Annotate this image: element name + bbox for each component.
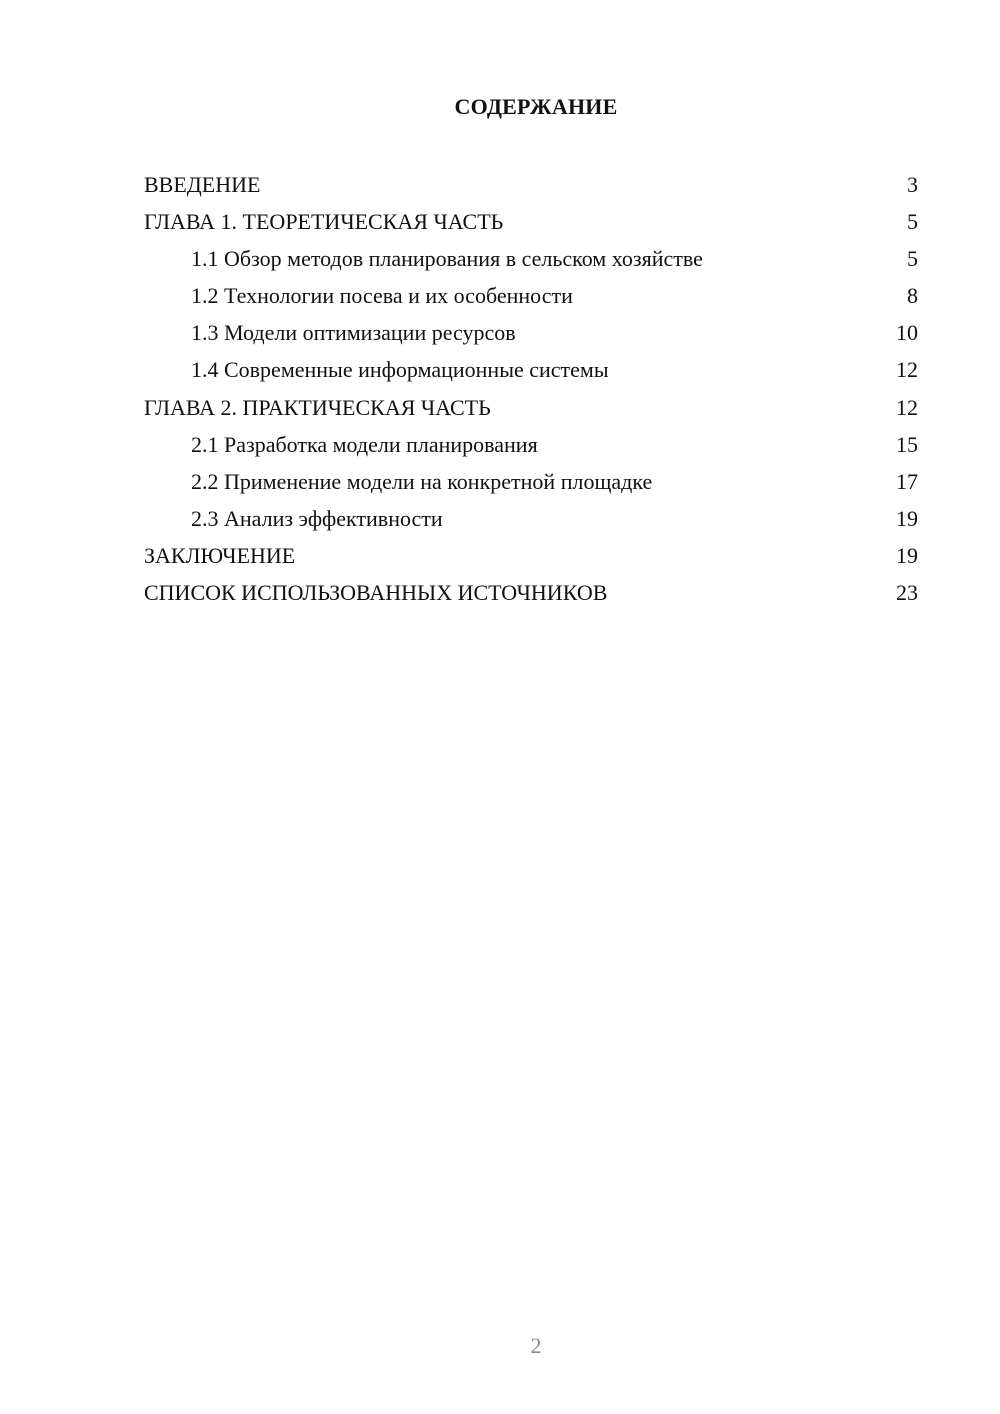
toc-entry-label: ГЛАВА 1. ТЕОРЕТИЧЕСКАЯ ЧАСТЬ [144,209,504,235]
toc-entry-chapter-2[interactable] [144,389,918,426]
toc-entry-introduction[interactable] [144,166,918,203]
table-of-contents [144,166,918,611]
toc-entry-label: 1.3 Модели оптимизации ресурсов [191,320,516,346]
toc-entry-page: 10 [896,320,918,346]
toc-entry-page: 3 [907,172,918,197]
toc-entry-label: 2.1 Разработка модели планирования [191,431,538,457]
toc-entry-label: ВВЕДЕНИЕ [144,172,261,197]
toc-entry-chapter-1[interactable] [144,203,918,240]
toc-entry-label: 1.2 Технологии посева и их особенности [191,283,573,309]
toc-entry-label: ЗАКЛЮЧЕНИЕ [144,542,296,568]
toc-entry-section-2-2[interactable] [144,463,918,500]
toc-entry-label: 2.3 Анализ эффективности [191,505,443,531]
page-number: 2 [530,1333,542,1358]
toc-entry-page: 12 [896,394,918,420]
toc-entry-section-1-2[interactable] [144,277,918,314]
toc-entry-label: СПИСОК ИСПОЛЬЗОВАННЫХ ИСТОЧНИКОВ [144,580,608,606]
toc-entry-label: 1.1 Обзор методов планирования в сельском хозяйстве [191,246,703,272]
toc-entry-section-1-1[interactable] [144,240,918,277]
toc-entry-page: 5 [907,246,918,272]
toc-entry-page: 23 [896,580,918,606]
toc-entry-label: ГЛАВА 2. ПРАКТИЧЕСКАЯ ЧАСТЬ [144,394,491,420]
toc-entry-page: 5 [907,209,918,235]
toc-entry-section-1-4[interactable] [144,351,918,388]
toc-entry-section-2-1[interactable] [144,426,918,463]
toc-entry-page: 19 [896,505,918,531]
toc-entry-conclusion[interactable] [144,537,918,574]
toc-entry-label: 2.2 Применение модели на конкретной площадке [191,468,653,494]
toc-entry-section-1-3[interactable] [144,314,918,351]
toc-entry-page: 12 [896,357,918,383]
toc-entry-page: 8 [907,283,918,309]
toc-entry-page: 15 [896,431,918,457]
toc-entry-references[interactable] [144,574,918,611]
toc-entry-page: 17 [896,468,918,494]
page-title: СОДЕРЖАНИЕ [454,94,618,119]
toc-entry-section-2-3[interactable] [144,500,918,537]
toc-entry-page: 19 [896,542,918,568]
toc-entry-label: 1.4 Современные информационные системы [191,357,609,383]
